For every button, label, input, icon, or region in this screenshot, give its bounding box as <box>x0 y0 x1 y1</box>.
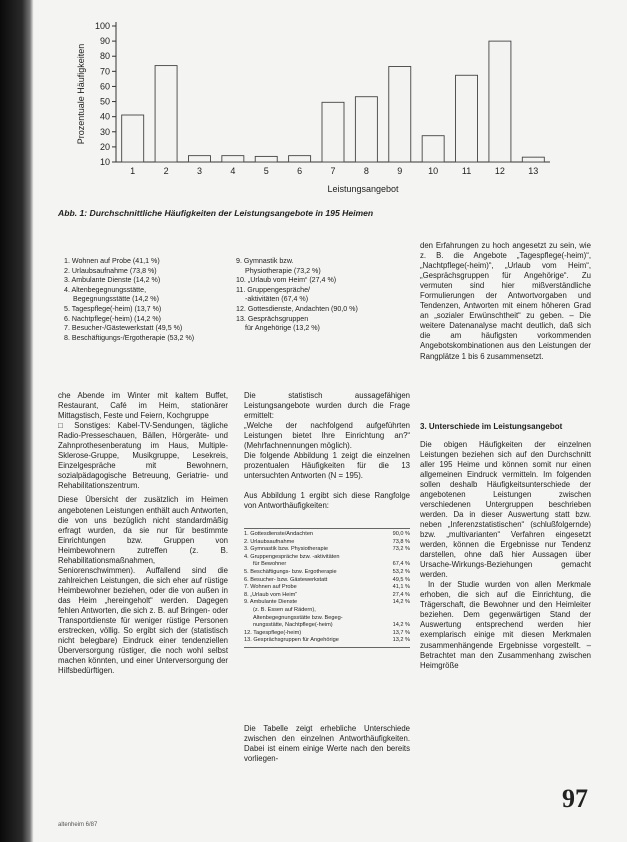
x-tick-label: 10 <box>428 166 439 176</box>
bar <box>255 156 277 162</box>
ranking-row <box>244 630 410 638</box>
y-axis-label: Prozentuale Häufigkeiten <box>76 43 86 145</box>
y-tick-label: 10 <box>99 157 110 167</box>
bar-chart <box>70 14 570 196</box>
bar <box>155 66 177 162</box>
ranking-label: 12. Tagespflege(-heim) <box>244 629 302 636</box>
legend-right-item: für Angehörige (13,2 %) <box>245 324 320 333</box>
x-tick-label: 11 <box>461 166 472 176</box>
legend-left <box>64 257 194 343</box>
ranking-label: nungsstätte, Nachtpflege(-heim) <box>253 622 333 629</box>
col2-paragraph-4: Aus Abbildung 1 ergibt sich diese Rangfolge von Antworthäufigkeiten: <box>244 491 410 511</box>
legend-left-item: 2. Urlaubsaufnahme (73,8 %) <box>64 266 157 275</box>
bar <box>389 66 411 162</box>
y-tick-label: 90 <box>99 36 110 47</box>
ranking-label: 13. Gesprächsgruppen für Angehörige <box>244 637 339 644</box>
ranking-value: 14,2 % <box>392 599 410 606</box>
legend-right-item: Physiotherapie (73,2 %) <box>245 266 321 275</box>
bar <box>489 41 511 162</box>
ranking-value: 13,2 % <box>392 637 410 644</box>
legend-left-item: 7. Besucher-/Gästewerkstatt (49,5 %) <box>64 324 183 333</box>
ranking-row <box>244 546 410 554</box>
ranking-label: 9. Ambulante Dienste <box>244 599 298 606</box>
ranking-label: 3. Gymnastik bzw. Physiotherapie <box>244 546 328 553</box>
col3-paragraph-3: In der Studie wurden von allen Merkmale erhoben, die sich auf die Einrichtung, die Trägerschaft, die Bewohner und den Heimleiter beziehen. Dem gegenwärtigen Stand der Auswertung entsprechend werden hier exemplarisch einige mit diesen Merkmalen zusammenhängende Ergebnisse vorgestellt. – Betrachtet man den Zusammenhang zwischen Heimgröße <box>420 580 591 670</box>
ranking-row <box>244 554 410 562</box>
ranking-label: 4. Gruppengespräche bzw. -aktivitäten <box>244 553 340 560</box>
ranking-value: 14,2 % <box>392 622 410 629</box>
ranking-value: 49,5 % <box>392 576 410 583</box>
ranking-label: Altenbegegnungsstätte bzw. Begeg- <box>253 614 343 621</box>
ranking-row <box>244 584 410 592</box>
ranking-table <box>244 528 410 648</box>
bar <box>122 115 144 162</box>
legend-left-item: 6. Nachtpflege(-heim) (14,2 %) <box>64 314 161 323</box>
ranking-value: 13,7 % <box>392 629 410 636</box>
x-tick-label: 4 <box>230 166 236 176</box>
ranking-row <box>244 622 410 630</box>
x-axis-label: Leistungsangebot <box>327 184 399 194</box>
ranking-value: 90,0 % <box>392 531 410 537</box>
bar <box>456 75 478 162</box>
column-2 <box>244 391 410 512</box>
legend-right-item: 9. Gymnastik bzw. <box>236 257 294 265</box>
bar <box>355 97 377 162</box>
legend-left-item: 5. Tagespflege(-heim) (13,7 %) <box>64 304 162 313</box>
x-tick-label: 1 <box>130 166 136 176</box>
y-tick-label: 60 <box>99 81 110 92</box>
ranking-row <box>244 539 410 547</box>
legend-right-item: 10. „Urlaub vom Heim“ (27,4 %) <box>236 276 337 285</box>
ranking-row <box>244 607 410 615</box>
ranking-label: 5. Beschäftigungs- bzw. Ergotherapie <box>244 568 337 575</box>
ranking-value: 27,4 % <box>392 591 410 598</box>
section-heading: 3. Unterschiede im Leistungsangebot <box>420 421 563 431</box>
ranking-row <box>244 615 410 623</box>
y-tick-label: 70 <box>99 66 110 77</box>
legend-right-item: 13. Gesprächsgruppen <box>236 314 309 323</box>
ranking-label: 7. Wohnen auf Probe <box>244 584 297 591</box>
col2-paragraph-3: Die folgende Abbildung 1 zeigt die einzelnen prozentualen Häufigkeiten für die 13 untersuchten Antworten (N = 195). <box>244 451 410 481</box>
col1-paragraph-3: Diese Übersicht der zusätzlich im Heimen angebotenen Leistungen enthält auch Antworten, die von uns bezüglich nicht standardmäßig erfragt wurden, da sie nur für bestimmte Einrichtungen bzw. Gruppen von Heimbewohnern zutreffen (z. B. Rehabilitationsmaßnahmen, Seniorenschwimmen). Auffallend sind die zahlreichen Leistungen, die sich eher auf rüstige Heimbewohner beziehen, oder die von außen in das Heim „hereingeholt“ werden. Dagegen fehlen Antworten, die sich z. B. auf Bringen- oder Transportdienste für weniger rüstige Personen erstrecken, völlig. So ergibt sich der (statistisch nicht belegbare) Eindruck einer tendenziellen Überversorgung rüstiger, die noch wohl selbst machen könnten, und einer Unterversorgung der Hilfsbedürftigen. <box>58 495 228 676</box>
bar <box>522 157 544 162</box>
x-tick-label: 2 <box>163 166 169 176</box>
x-tick-label: 12 <box>494 166 505 176</box>
column-2-bottom <box>244 724 410 764</box>
ranking-value: 73,8 % <box>392 538 410 545</box>
ranking-value: 41,1 % <box>392 584 410 591</box>
col3-paragraph-2: Die obigen Häufigkeiten der einzelnen Leistungen beziehen sich auf den Durchschnitt aller 195 Heime und können somit nur einen allgemeinen Eindruck vermitteln. Im folgenden sollen deshalb Häufigkeitsunterschiede der angebotenen Leistungen zwischen verschiedenen Untergruppen beschrieben werden. Da in dieser Auswertung statt bzw. neben „Inferenzstatistischen“ (schlußfolgernde) bzw. „multivarianten“ Verfahren eingesetzt werden, können die Ergebnisse nur Tendenz darstellen, ohne daß hier Aussagen über Ursache-Wirkungs-Beziehungen gemacht werden. <box>420 439 591 580</box>
ranking-row <box>244 637 410 645</box>
footer-note: altenheim 6/87 <box>58 822 98 828</box>
x-tick-label: 3 <box>196 166 202 176</box>
col1-paragraph-2: □ Sonstiges: Kabel-TV-Sendungen, tägliche Radio-Presseschauen, Bällen, Hörgeräte- und Zahnprothesenberatung im Haus, Multiple-Sklerose-Gruppe, Musikgruppe, Lesekreis, Einzelgespräche mit Bewohnern, sozialpädagogische Betreuung, Geriatrie- und Rehabilitationszentrum. <box>58 421 228 491</box>
ranking-label: 1. Gottesdienste/Andachten <box>244 531 314 537</box>
col2-paragraph-1: Die statistisch aussagefähigen Leistungsangebote wurden durch die Frage ermittelt: <box>244 391 410 421</box>
x-tick-label: 7 <box>330 166 336 176</box>
ranking-label: 2. Urlaubsaufnahme <box>244 538 295 545</box>
ranking-label: für Bewohner <box>253 561 287 568</box>
y-tick-label: 50 <box>99 96 110 107</box>
legend-right <box>236 257 358 334</box>
legend-right-item: 11. Gruppengespräche/ <box>236 285 311 294</box>
x-tick-label: 5 <box>263 166 269 176</box>
ranking-label: 8. „Urlaub vom Heim“ <box>244 591 298 598</box>
ranking-value: 53,2 % <box>392 568 410 575</box>
ranking-label: 6. Besucher- bzw. Gästewerkstatt <box>244 576 328 583</box>
legend-left-item: 4. Altenbegegnungsstätte, <box>64 285 147 294</box>
ranking-label: (z. B. Essen auf Rädern), <box>253 606 316 613</box>
legend-right-item: 12. Gottesdienste, Andachten (90,0 %) <box>236 304 358 313</box>
bar <box>222 156 244 162</box>
col2-paragraph-2: „Welche der nachfolgend aufgeführten Leistungen bietet Ihre Einrichtung an?“ (Mehrfachnennungen möglich). <box>244 421 410 451</box>
y-tick-label: 40 <box>99 111 110 122</box>
bar <box>289 156 311 162</box>
page-number: 97 <box>562 784 588 813</box>
ranking-row <box>244 592 410 600</box>
column-1 <box>58 391 228 676</box>
y-tick-label: 100 <box>94 21 110 31</box>
y-tick-label: 80 <box>99 51 110 62</box>
ranking-row <box>244 561 410 569</box>
ranking-row <box>244 599 410 607</box>
bar <box>188 156 210 162</box>
ranking-row <box>244 531 410 539</box>
x-tick-label: 13 <box>528 166 539 176</box>
bar <box>422 136 444 162</box>
legend-right-item: -aktivitäten (67,4 %) <box>245 295 309 304</box>
binding-shadow <box>0 0 34 842</box>
y-tick-label: 30 <box>99 126 110 137</box>
x-tick-label: 8 <box>363 166 369 176</box>
figure-caption: Abb. 1: Durchschnittliche Häufigkeiten der Leistungsangebote in 195 Heimen <box>58 208 374 218</box>
ranking-value: 67,4 % <box>392 561 410 568</box>
ranking-row <box>244 577 410 585</box>
legend-left-item: 8. Beschäftigungs-/Ergotherapie (53,2 %) <box>64 333 195 342</box>
ranking-value: 73,2 % <box>392 546 410 553</box>
column-3 <box>420 241 591 671</box>
legend-left-item: Begegnungsstätte (14,2 %) <box>73 295 159 304</box>
legend-left-item: 3. Ambulante Dienste (14,2 %) <box>64 276 161 285</box>
x-tick-label: 6 <box>297 166 303 176</box>
col2-paragraph-5: Die Tabelle zeigt erhebliche Unterschiede zwischen den einzelnen Antworthäufigkeiten. Dabei ist einem einige Werte nach den bereits vorliegen- <box>244 724 410 764</box>
col1-paragraph-1: che Abende im Winter mit kaltem Buffet, Restaurant, Café im Heim, stationärer Mittagstisch, Feste und Feiern, Kochgruppe <box>58 391 228 421</box>
y-tick-label: 20 <box>99 141 110 152</box>
col3-paragraph-1: den Erfahrungen zu hoch angesetzt zu sein, wie z. B. die Angebote „Tagespflege(-heim)“, „Nachtpflege(-heim)“, „Urlaub vom Heim“, „Gesprächsgruppen für Angehörige“. Zu vermuten sind hier mißverständliche Formulierungen der Antwortvorgaben und Tendenzen, Antworten mit einem höheren Grad an „sozialer Erwünschtheit“ zu geben. – Die weitere Datenanalyse macht deutlich, daß sich die am häufigsten vorkommenden Angebotskombinationen aus den Leistungen der Rangplätze 1 bis 6 zusammensetzt. <box>420 241 591 361</box>
bar <box>322 102 344 162</box>
ranking-row <box>244 569 410 577</box>
legend-left-item: 1. Wohnen auf Probe (41,1 %) <box>64 257 160 265</box>
x-tick-label: 9 <box>397 166 403 176</box>
